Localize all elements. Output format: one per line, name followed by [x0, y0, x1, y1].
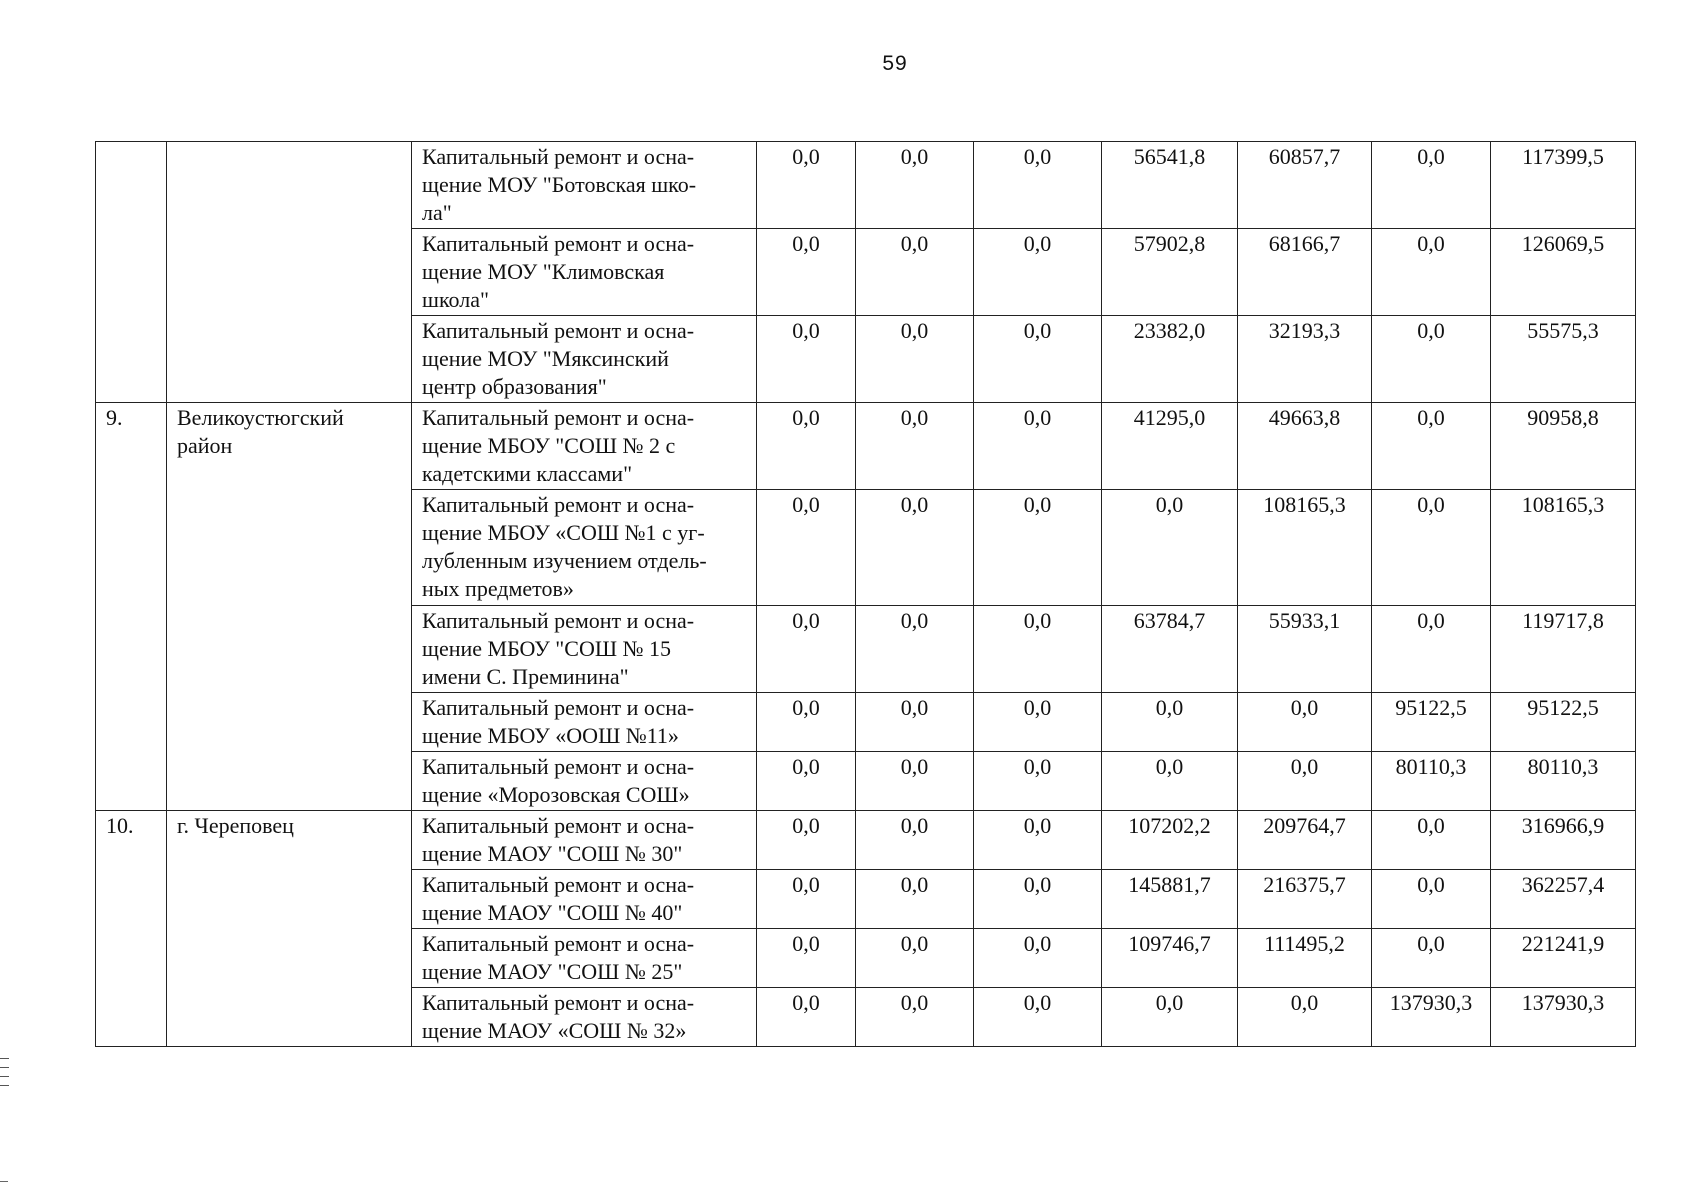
value-cell: 137930,3 — [1372, 988, 1491, 1047]
value-cell: 0,0 — [856, 490, 974, 606]
value-cell: 0,0 — [974, 870, 1102, 929]
value-cell: 0,0 — [856, 929, 974, 988]
value-cell: 0,0 — [974, 229, 1102, 316]
value-cell: 0,0 — [1372, 316, 1491, 403]
value-cell: 0,0 — [974, 142, 1102, 229]
object-cell: Капитальный ремонт и осна- щение МОУ "Мяксинский центр образования" — [412, 316, 757, 403]
value-cell: 117399,5 — [1491, 142, 1636, 229]
value-cell: 209764,7 — [1238, 811, 1372, 870]
margin-dash — [0, 1181, 8, 1182]
object-cell: Капитальный ремонт и осна- щение МОУ "Ботовская шко- ла" — [412, 142, 757, 229]
value-cell: 63784,7 — [1102, 606, 1238, 693]
value-cell: 137930,3 — [1491, 988, 1636, 1047]
value-cell: 95122,5 — [1372, 693, 1491, 752]
value-cell: 362257,4 — [1491, 870, 1636, 929]
value-cell: 0,0 — [856, 752, 974, 811]
value-cell: 0,0 — [757, 606, 856, 693]
objects-table — [95, 141, 1636, 1047]
value-cell: 107202,2 — [1102, 811, 1238, 870]
value-cell: 0,0 — [856, 811, 974, 870]
value-cell: 0,0 — [1372, 229, 1491, 316]
value-cell: 0,0 — [757, 142, 856, 229]
district-cell — [167, 142, 412, 403]
object-cell: Капитальный ремонт и осна- щение МБОУ «ООШ №11» — [412, 693, 757, 752]
value-cell: 0,0 — [757, 229, 856, 316]
object-cell: Капитальный ремонт и осна- щение МАОУ "СОШ № 40" — [412, 870, 757, 929]
value-cell: 68166,7 — [1238, 229, 1372, 316]
table-row — [96, 403, 1636, 490]
value-cell: 41295,0 — [1102, 403, 1238, 490]
value-cell: 316966,9 — [1491, 811, 1636, 870]
value-cell: 221241,9 — [1491, 929, 1636, 988]
value-cell: 0,0 — [974, 811, 1102, 870]
value-cell: 109746,7 — [1102, 929, 1238, 988]
value-cell: 0,0 — [1372, 811, 1491, 870]
value-cell: 0,0 — [1372, 606, 1491, 693]
value-cell: 0,0 — [974, 490, 1102, 606]
value-cell: 108165,3 — [1491, 490, 1636, 606]
value-cell: 55575,3 — [1491, 316, 1636, 403]
value-cell: 0,0 — [856, 229, 974, 316]
page-number: 59 — [882, 52, 908, 75]
value-cell: 0,0 — [974, 606, 1102, 693]
value-cell: 0,0 — [1238, 693, 1372, 752]
value-cell: 0,0 — [1102, 490, 1238, 606]
district-cell: г. Череповец — [167, 811, 412, 1047]
object-cell: Капитальный ремонт и осна- щение МАОУ "СОШ № 25" — [412, 929, 757, 988]
value-cell: 0,0 — [1372, 929, 1491, 988]
value-cell: 0,0 — [856, 988, 974, 1047]
value-cell: 0,0 — [974, 929, 1102, 988]
object-cell: Капитальный ремонт и осна- щение МОУ "Климовская школа" — [412, 229, 757, 316]
margin-marks — [0, 1058, 9, 1094]
value-cell: 23382,0 — [1102, 316, 1238, 403]
value-cell: 60857,7 — [1238, 142, 1372, 229]
value-cell: 0,0 — [757, 752, 856, 811]
value-cell: 0,0 — [856, 403, 974, 490]
value-cell: 0,0 — [974, 403, 1102, 490]
value-cell: 90958,8 — [1491, 403, 1636, 490]
value-cell: 0,0 — [1102, 752, 1238, 811]
value-cell: 55933,1 — [1238, 606, 1372, 693]
value-cell: 0,0 — [856, 693, 974, 752]
value-cell: 0,0 — [1372, 403, 1491, 490]
value-cell: 49663,8 — [1238, 403, 1372, 490]
value-cell: 0,0 — [757, 929, 856, 988]
value-cell: 0,0 — [757, 811, 856, 870]
value-cell: 0,0 — [757, 403, 856, 490]
object-cell: Капитальный ремонт и осна- щение МБОУ "СОШ № 15 имени С. Преминина" — [412, 606, 757, 693]
value-cell: 0,0 — [1238, 752, 1372, 811]
row-number-cell: 10. — [96, 811, 167, 1047]
object-cell: Капитальный ремонт и осна- щение МБОУ "СОШ № 2 с кадетскими классами" — [412, 403, 757, 490]
table-row — [96, 142, 1636, 229]
value-cell: 0,0 — [1372, 490, 1491, 606]
object-cell: Капитальный ремонт и осна- щение МАОУ «СОШ № 32» — [412, 988, 757, 1047]
value-cell: 57902,8 — [1102, 229, 1238, 316]
value-cell: 119717,8 — [1491, 606, 1636, 693]
value-cell: 0,0 — [974, 752, 1102, 811]
value-cell: 80110,3 — [1491, 752, 1636, 811]
value-cell: 0,0 — [757, 988, 856, 1047]
value-cell: 0,0 — [1102, 988, 1238, 1047]
value-cell: 0,0 — [856, 316, 974, 403]
value-cell: 108165,3 — [1238, 490, 1372, 606]
row-number-cell — [96, 142, 167, 403]
value-cell: 80110,3 — [1372, 752, 1491, 811]
value-cell: 0,0 — [1372, 142, 1491, 229]
value-cell: 0,0 — [1238, 988, 1372, 1047]
table-row — [96, 811, 1636, 870]
object-cell: Капитальный ремонт и осна- щение «Морозовская СОШ» — [412, 752, 757, 811]
value-cell: 111495,2 — [1238, 929, 1372, 988]
value-cell: 0,0 — [974, 316, 1102, 403]
value-cell: 32193,3 — [1238, 316, 1372, 403]
value-cell: 95122,5 — [1491, 693, 1636, 752]
value-cell: 216375,7 — [1238, 870, 1372, 929]
value-cell: 0,0 — [757, 693, 856, 752]
value-cell: 56541,8 — [1102, 142, 1238, 229]
value-cell: 0,0 — [1102, 693, 1238, 752]
value-cell: 0,0 — [856, 142, 974, 229]
object-cell: Капитальный ремонт и осна- щение МАОУ "СОШ № 30" — [412, 811, 757, 870]
value-cell: 145881,7 — [1102, 870, 1238, 929]
value-cell: 0,0 — [974, 693, 1102, 752]
value-cell: 0,0 — [757, 870, 856, 929]
value-cell: 0,0 — [757, 316, 856, 403]
value-cell: 0,0 — [856, 606, 974, 693]
value-cell: 0,0 — [856, 870, 974, 929]
value-cell: 0,0 — [974, 988, 1102, 1047]
table-body — [96, 142, 1636, 1047]
object-cell: Капитальный ремонт и осна- щение МБОУ «СОШ №1 с уг- лубленным изучением отдель- ных предметов» — [412, 490, 757, 606]
value-cell: 0,0 — [1372, 870, 1491, 929]
row-number-cell: 9. — [96, 403, 167, 811]
value-cell: 126069,5 — [1491, 229, 1636, 316]
district-cell: Великоустюгский район — [167, 403, 412, 811]
value-cell: 0,0 — [757, 490, 856, 606]
